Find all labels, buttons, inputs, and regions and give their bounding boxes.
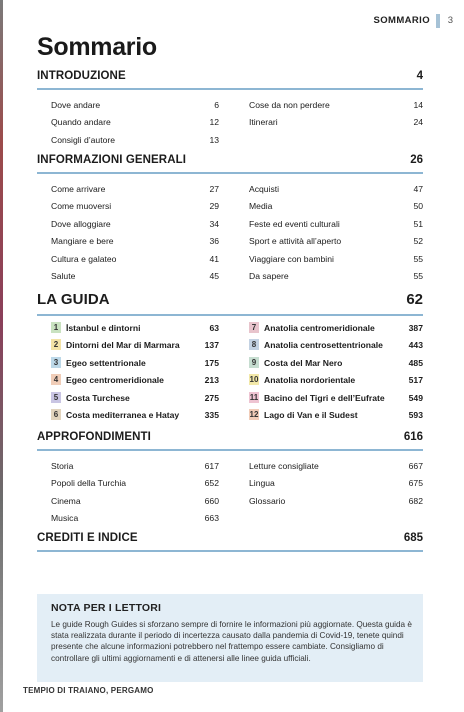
chapter-number-badge: 8 xyxy=(249,339,259,350)
entry-title: Dintorni del Mar di Marmara xyxy=(66,340,180,351)
section-page: 26 xyxy=(410,154,423,166)
entry-title: Anatolia centromeridionale xyxy=(264,323,375,333)
section-page: 685 xyxy=(403,532,423,544)
chapter-entry[interactable] xyxy=(51,321,219,338)
entry-page: 275 xyxy=(204,392,219,403)
chapter-number-badge: 2 xyxy=(51,339,61,350)
entry-page: 55 xyxy=(413,253,423,264)
entry-page: 213 xyxy=(204,375,219,386)
entry-page: 137 xyxy=(204,340,219,351)
section-title: CREDITI E INDICE xyxy=(37,532,138,544)
entry-title: Storia xyxy=(51,461,74,471)
toc-entry[interactable] xyxy=(249,98,423,115)
chapter-entry[interactable] xyxy=(249,321,423,338)
section-title: INTRODUZIONE xyxy=(37,70,126,82)
entry-title: Come muoversi xyxy=(51,201,112,212)
entry-page: 663 xyxy=(204,513,219,524)
section-approfondimenti xyxy=(37,431,423,524)
entry-title: Egeo centromeridionale xyxy=(66,375,164,386)
entry-title: Letture consigliate xyxy=(249,461,319,471)
toc-entry[interactable] xyxy=(249,115,423,132)
reader-note-body: Le guide Rough Guides si sforzano sempre di fornire le informazioni più aggiornate. Questa guida è stata realizzata durante il periodo di incertezza causato dalla pandemia di Covid-19, tenete quindi presente che alcune informazioni potrebbero nel frattempo essere cambiate. Consigliamo di controllare gli ultimi aggiornamenti e di attenersi alle linee guida ufficiali. xyxy=(51,620,412,663)
entry-title: Da sapere xyxy=(249,270,289,281)
running-head-label: SOMMARIO xyxy=(373,15,430,26)
entry-page: 517 xyxy=(408,375,423,386)
entry-title: Feste ed eventi culturali xyxy=(249,218,340,229)
chapter-number-badge: 11 xyxy=(249,392,259,402)
entry-title: Popoli della Turchia xyxy=(51,478,127,489)
chapter-entry[interactable] xyxy=(249,408,423,425)
section-heading[interactable] xyxy=(37,292,423,316)
chapter-number-badge: 12 xyxy=(249,409,259,419)
reader-note-title: NOTA PER I LETTORI xyxy=(51,602,162,614)
section-heading[interactable] xyxy=(37,154,423,174)
entry-title: Lingua xyxy=(249,478,275,489)
entry-title: Cose da non perdere xyxy=(249,100,330,110)
toc-entry[interactable] xyxy=(51,115,219,132)
toc-entry[interactable] xyxy=(249,199,423,216)
entry-page: 485 xyxy=(408,357,423,368)
entry-page: 175 xyxy=(204,357,219,368)
entry-title: Itinerari xyxy=(249,117,278,128)
running-head-page: 3 xyxy=(447,15,453,26)
entry-title: Egeo settentrionale xyxy=(66,357,146,368)
entry-title: Media xyxy=(249,201,273,212)
entry-page: 675 xyxy=(408,478,423,489)
entry-page: 51 xyxy=(413,218,423,229)
entry-title: Sport e attività all’aperto xyxy=(249,236,342,247)
toc-entry[interactable] xyxy=(249,217,423,234)
entry-page: 443 xyxy=(408,340,423,351)
entry-page: 52 xyxy=(413,236,423,247)
entry-page: 617 xyxy=(204,461,219,471)
section-page: 4 xyxy=(416,70,423,82)
toc-entry[interactable] xyxy=(51,199,219,216)
chapter-entry[interactable] xyxy=(51,356,219,373)
toc-entry[interactable] xyxy=(51,217,219,234)
toc-entry[interactable] xyxy=(51,252,219,269)
toc-entry[interactable] xyxy=(51,476,219,493)
entry-page: 41 xyxy=(209,253,219,264)
toc-entry[interactable] xyxy=(51,459,219,476)
section-heading[interactable] xyxy=(37,532,423,552)
chapter-entry[interactable] xyxy=(51,338,219,355)
toc-entry[interactable] xyxy=(249,459,423,476)
section-crediti-indice xyxy=(37,532,423,552)
chapter-entry[interactable] xyxy=(249,356,423,373)
section-heading[interactable] xyxy=(37,70,423,90)
entry-title: Cinema xyxy=(51,495,81,506)
entry-title: Acquisti xyxy=(249,184,280,194)
entry-title: Lago di Van e il Sudest xyxy=(264,409,358,420)
toc-entry[interactable] xyxy=(249,182,423,199)
entry-title: Anatolia centrosettentrionale xyxy=(264,340,383,351)
chapter-number-badge: 9 xyxy=(249,357,259,368)
entry-page: 652 xyxy=(204,478,219,489)
section-title: INFORMAZIONI GENERALI xyxy=(37,154,187,166)
toc-entry[interactable] xyxy=(51,182,219,199)
entry-title: Dove andare xyxy=(51,100,101,110)
entry-title: Costa Turchese xyxy=(66,392,130,403)
chapter-number-badge: 4 xyxy=(51,374,61,385)
section-title: APPROFONDIMENTI xyxy=(37,431,151,443)
entry-page: 6 xyxy=(214,100,219,110)
entry-title: İstanbul e dintorni xyxy=(66,323,141,333)
chapter-entry[interactable] xyxy=(51,408,219,425)
entry-title: Bacino del Tigri e dell’Eufrate xyxy=(264,392,385,403)
running-head-bar xyxy=(436,14,440,28)
chapter-entry[interactable] xyxy=(249,338,423,355)
entry-page: 387 xyxy=(408,323,423,333)
chapter-number-badge: 1 xyxy=(51,322,61,333)
entry-page: 14 xyxy=(413,100,423,110)
chapter-number-badge: 7 xyxy=(249,322,259,333)
photo-caption: TEMPIO DI TRAIANO, PERGAMO xyxy=(23,686,154,695)
entry-title: Quando andare xyxy=(51,117,111,128)
entry-page: 55 xyxy=(413,270,423,281)
entry-page: 667 xyxy=(408,461,423,471)
entry-title: Come arrivare xyxy=(51,184,106,194)
section-informazioni-generali xyxy=(37,154,423,281)
entry-title: Viaggiare con bambini xyxy=(249,253,334,264)
section-introduzione xyxy=(37,70,423,145)
toc-entry[interactable] xyxy=(249,494,423,511)
entry-page: 335 xyxy=(204,409,219,420)
toc-entry[interactable] xyxy=(249,234,423,251)
entry-title: Mangiare e bere xyxy=(51,236,114,247)
toc-entry[interactable] xyxy=(249,476,423,493)
section-la-guida xyxy=(37,291,423,420)
chapter-entry[interactable] xyxy=(51,373,219,390)
entry-page: 593 xyxy=(408,409,423,420)
section-title: LA GUIDA xyxy=(37,291,110,308)
entry-page: 660 xyxy=(204,495,219,506)
toc-entry[interactable] xyxy=(51,98,219,115)
toc-entry[interactable] xyxy=(51,494,219,511)
entry-page: 47 xyxy=(413,184,423,194)
entry-page: 63 xyxy=(209,323,219,333)
entry-title: Glossario xyxy=(249,495,286,506)
page-title: Sommario xyxy=(37,33,157,61)
toc-entry[interactable] xyxy=(51,133,219,150)
chapter-entry[interactable] xyxy=(249,391,423,408)
entry-title: Costa del Mar Nero xyxy=(264,357,343,368)
entry-page: 682 xyxy=(408,495,423,506)
entry-page: 12 xyxy=(209,117,219,128)
entry-title: Cultura e galateo xyxy=(51,253,117,264)
entry-page: 50 xyxy=(413,201,423,212)
toc-entry[interactable] xyxy=(249,252,423,269)
entry-title: Musica xyxy=(51,513,79,524)
entry-page: 29 xyxy=(209,201,219,212)
chapter-number-badge: 10 xyxy=(249,375,259,385)
entry-page: 36 xyxy=(209,236,219,247)
running-head xyxy=(260,12,460,30)
entry-title: Costa mediterranea e Hatay xyxy=(66,409,180,420)
toc-entry[interactable] xyxy=(51,511,219,528)
entry-page: 549 xyxy=(408,392,423,403)
chapter-number-badge: 6 xyxy=(51,409,61,420)
section-page: 616 xyxy=(403,431,423,443)
chapter-entry[interactable] xyxy=(249,373,423,390)
chapter-entry[interactable] xyxy=(51,391,219,408)
toc-entry[interactable] xyxy=(249,269,423,286)
reader-note-box xyxy=(37,594,423,682)
entry-title: Anatolia nordorientale xyxy=(264,375,356,386)
entry-page: 13 xyxy=(209,134,219,145)
chapter-number-badge: 3 xyxy=(51,357,61,368)
entry-title: Consigli d’autore xyxy=(51,134,116,145)
entry-page: 27 xyxy=(209,184,219,194)
toc-entry[interactable] xyxy=(51,234,219,251)
toc-entry[interactable] xyxy=(51,269,219,286)
entry-page: 34 xyxy=(209,218,219,229)
section-page: 62 xyxy=(406,291,423,308)
entry-title: Dove alloggiare xyxy=(51,218,111,229)
chapter-number-badge: 5 xyxy=(51,392,61,403)
section-heading[interactable] xyxy=(37,431,423,451)
entry-title: Salute xyxy=(51,270,76,281)
photo-edge-strip xyxy=(0,0,3,712)
entry-page: 45 xyxy=(209,270,219,281)
entry-page: 24 xyxy=(413,117,423,128)
